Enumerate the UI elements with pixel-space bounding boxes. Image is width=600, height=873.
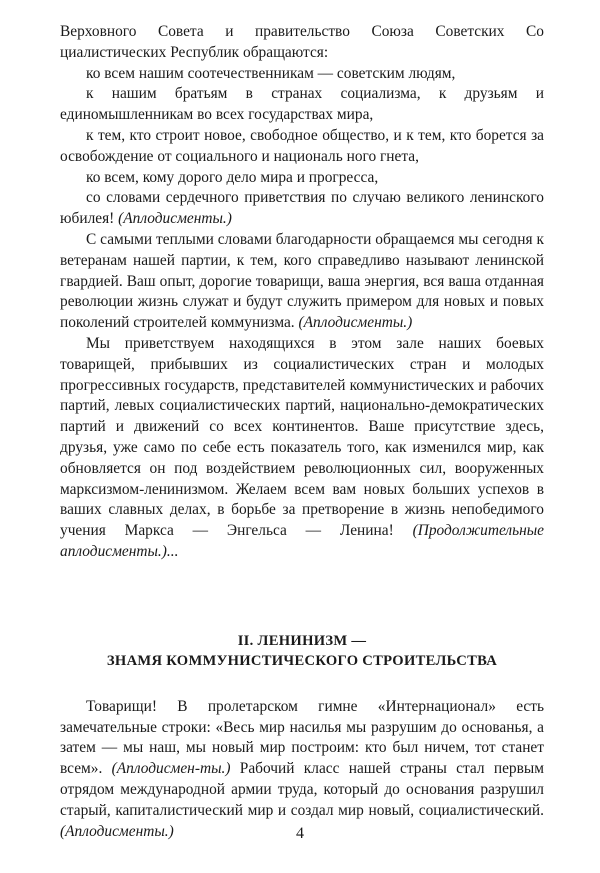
paragraph-comrades — [60, 334, 544, 563]
text-line: партий, национально-демократических партий и движений — [60, 397, 544, 436]
applause-note: (Аплодисменты.) — [298, 314, 413, 332]
text-line: вооруженных марксизмом-ленинизмом. Желаем всем вам — [60, 459, 544, 498]
applause-note: (Аплодисменты.) — [118, 210, 232, 228]
text-line: построим: кто был ничем, тот станет всем». — [60, 739, 544, 778]
text-line: само по себе есть показатель того, как изменился мир, как — [143, 438, 544, 456]
text-line: за претворение в жизнь непобедимого учения Маркса — — [60, 501, 544, 540]
text-line: ного гнета, — [346, 147, 419, 165]
section-heading — [60, 631, 544, 671]
text-line: ведливо называют ленинской гвардией. Ваш опыт, дорогие — [60, 251, 544, 290]
page-number: 4 — [296, 825, 304, 842]
text-line: мы сегодня к ветеранам нашей партии, к тем, кого спра — [60, 230, 544, 269]
text-line: новых больших успехов в ваших славных делах, в борьбе — [60, 480, 544, 519]
paragraph-veterans — [60, 230, 544, 334]
paragraph-brothers — [60, 84, 544, 126]
book-page-text — [60, 22, 544, 842]
applause-note — [112, 760, 231, 777]
text-line: ленинского юбилея! — [60, 189, 544, 228]
text-line: товарищи, ваша энергия, вся ваша отданная революции — [60, 272, 544, 311]
text-line: единомышленникам во всех государствах мира, — [60, 106, 374, 124]
text-line: жизнь служат и будут служить примером для новых и по — [137, 293, 519, 311]
text-line: вых товарищей, прибывших из социалистических стран и — [60, 334, 544, 373]
text-line: к нашим братьям в странах социализма, к друзьям и — [86, 85, 544, 103]
text-line: Энгельса — Ленина! — [226, 522, 394, 540]
text-line: социалистический. — [418, 801, 544, 819]
section-heading-line-2: ЗНАМЯ КОММУНИСТИЧЕСКОГО СТРОИТЕЛЬСТВА — [106, 652, 498, 669]
text-line: циалистических Республик обращаются: — [60, 43, 329, 61]
text-line: шил старый, капиталистический мир и создал мир новый, — [60, 780, 544, 819]
text-line: Рабочий класс нашей страны стал первым отрядом — [60, 760, 544, 798]
text-line: со всех континентов. Ваше присутствие здесь, друзья, уже — [60, 418, 544, 456]
paragraph-builders — [60, 126, 544, 168]
text-line: молодых прогрессивных государств, представителей комму — [60, 355, 544, 394]
text-line: обновляется он под воздействием революционных сил, — [60, 459, 447, 477]
text-line: со словами сердечного приветствия по случаю великого — [86, 189, 465, 207]
applause-note: (Аплодисменты.) — [60, 822, 174, 840]
text-line: Мы приветствуем находящихся в этом зале наших бое — [86, 334, 519, 352]
text-line: вых поколений строителей коммунизма. — [60, 293, 544, 332]
text-line: С самыми теплыми словами благодарности обращаемся — [86, 230, 455, 248]
section-heading-line-1: II. ЛЕНИНИЗМ — — [237, 632, 367, 649]
text-line: кто борется за освобождение от социального и националь — [60, 126, 544, 165]
paragraph-internationale — [60, 697, 544, 843]
applause-part-2: ты.) — [199, 760, 231, 778]
text-line: Верховного Совета и правительство Союза Советских Со — [60, 23, 544, 40]
text-line: международной армии труда, который до основания разру — [120, 780, 517, 798]
applause-note: (Продолжительные аплодисменты.)... — [60, 522, 545, 560]
paragraph-addressees-intro — [60, 22, 544, 64]
text-line: есть замечательные строки: «Весь мир насилья мы раз — [60, 697, 544, 736]
text-line: рушим до основанья, а затем — мы наш, мы новый мир — [60, 718, 544, 757]
text-line: ко всем нашим соотечественникам — советским людям, — [86, 64, 456, 82]
text-line: к тем, кто строит новое, свободное общество, и к тем, — [86, 126, 446, 144]
paragraph-peace — [60, 168, 544, 189]
paragraph-compatriots — [60, 64, 544, 85]
text-line: нистических и рабочих партий, левых социалистических — [60, 376, 544, 415]
paragraph-greetings — [60, 188, 544, 230]
text-line: Товарищи! В пролетарском гимне «Интернационал» — [86, 697, 496, 715]
applause-part-1: (Аплодисмен- — [111, 760, 200, 778]
text-line: ко всем, кому дорого дело мира и прогресса, — [86, 168, 379, 186]
